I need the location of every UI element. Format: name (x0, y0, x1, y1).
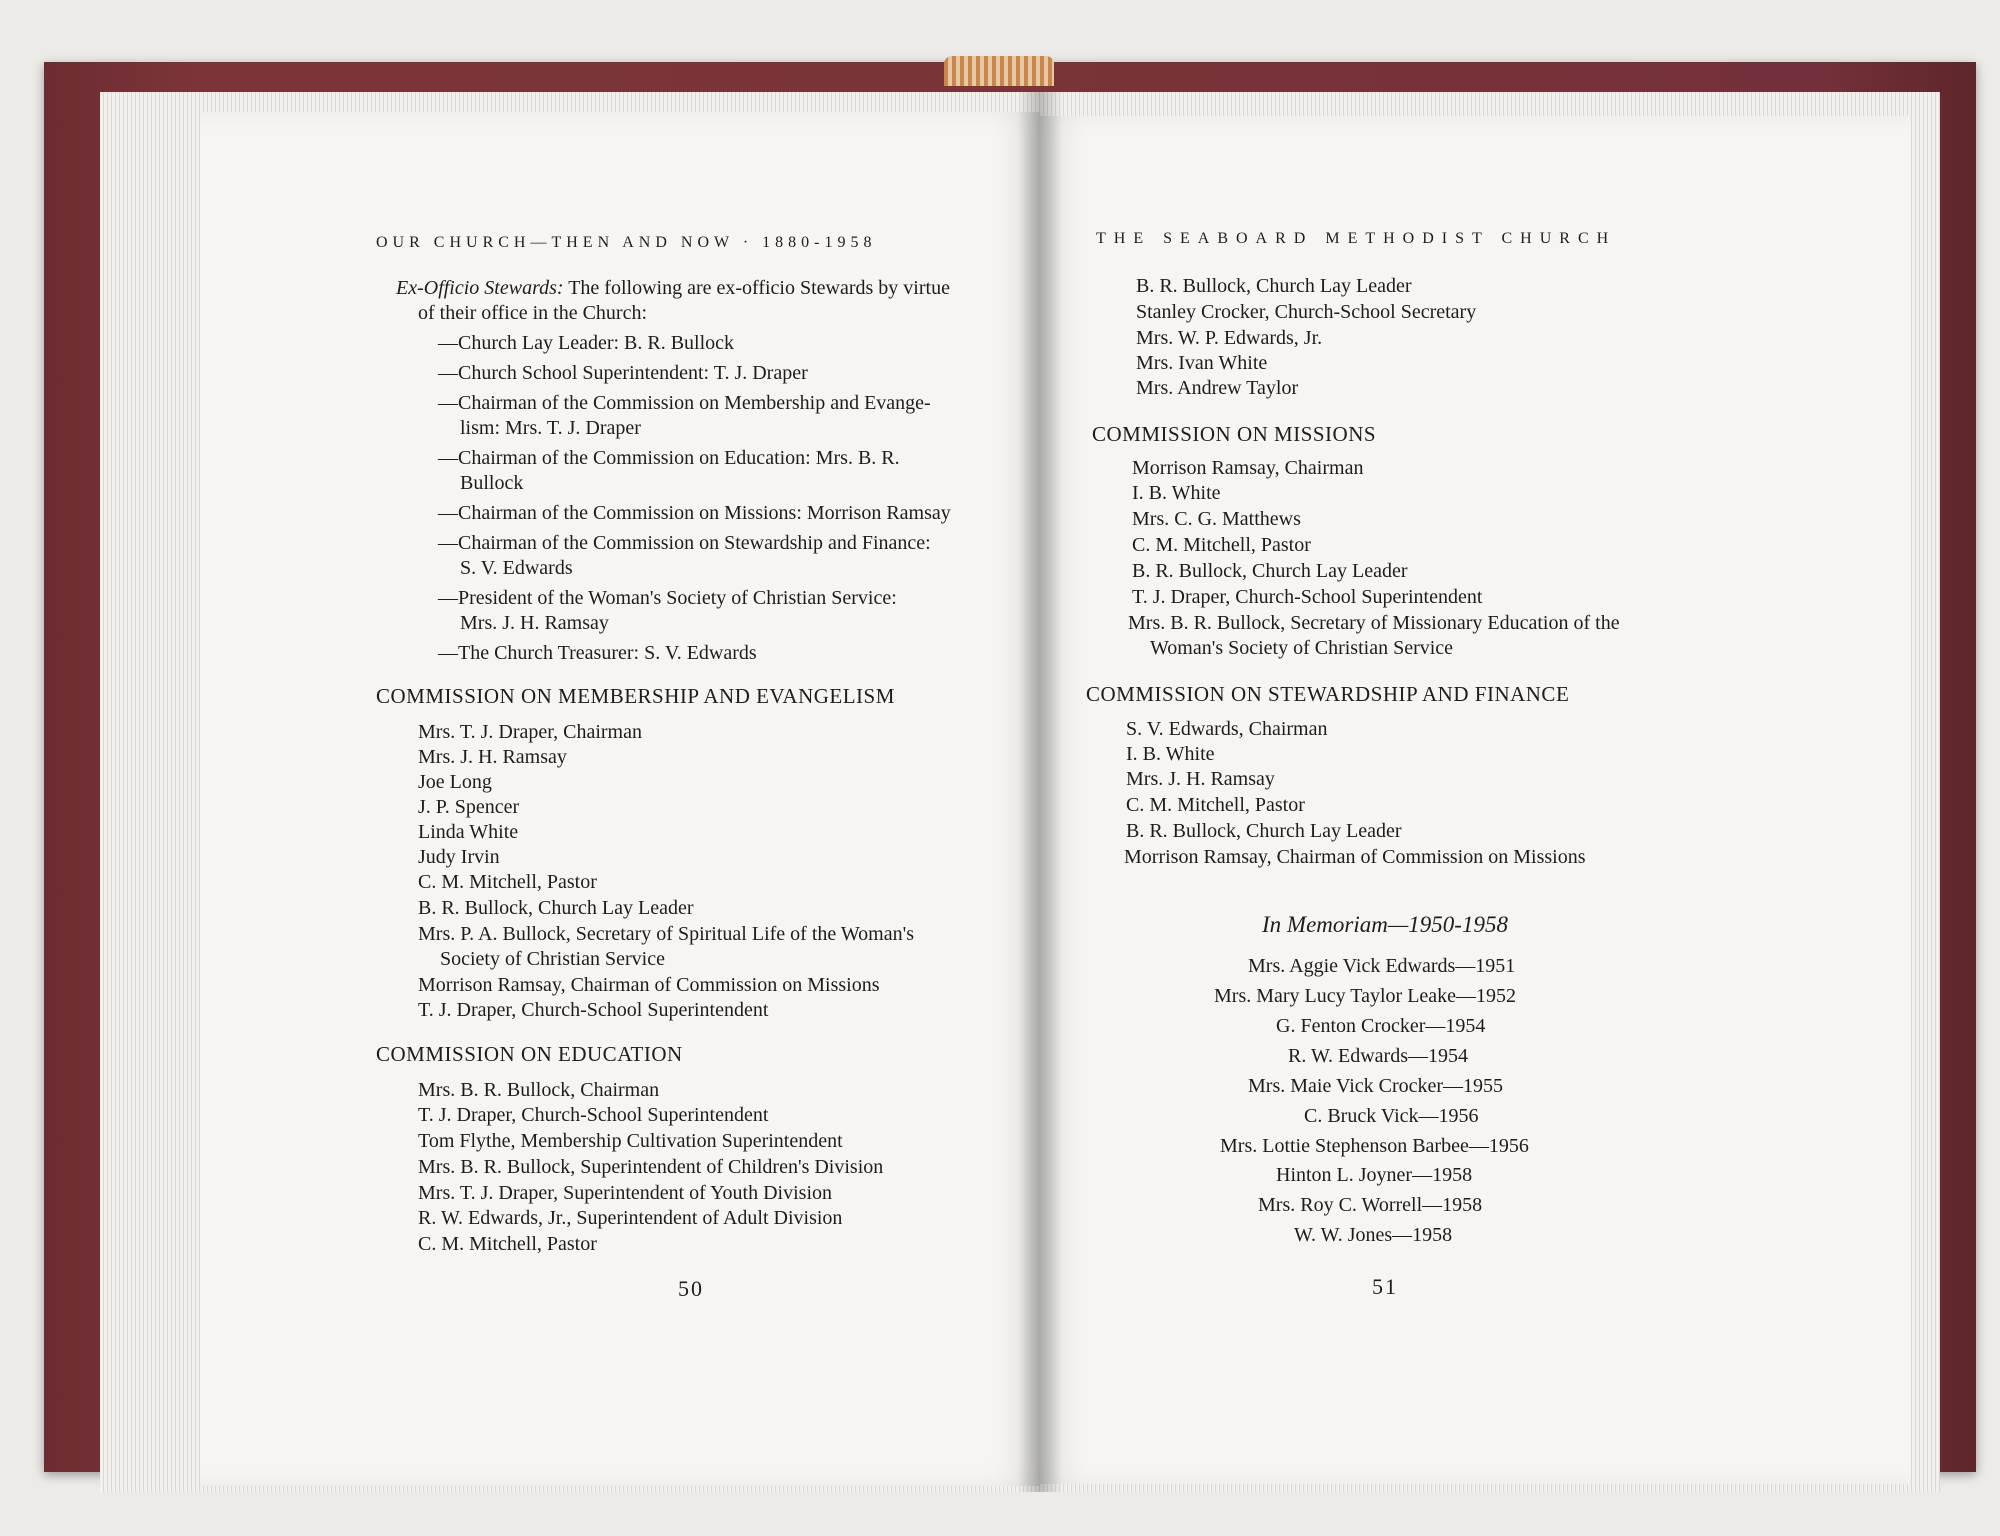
officer-line: Mrs. J. H. Ramsay (460, 612, 609, 634)
officer-line: —President of the Woman's Society of Christian Service: (438, 587, 897, 609)
education-member: R. W. Edwards, Jr., Superintendent of Adult Division (418, 1207, 843, 1229)
officer-line: Bullock (460, 472, 524, 494)
missions-member: Mrs. B. R. Bullock, Secretary of Missionary Education of the (1128, 612, 1620, 634)
officer-line: —The Church Treasurer: S. V. Edwards (438, 642, 757, 664)
continued-member: Mrs. Ivan White (1136, 352, 1268, 374)
membership-member: J. P. Spencer (418, 796, 520, 818)
memoriam-name: W. W. Jones—1958 (1294, 1224, 1453, 1246)
membership-member: T. J. Draper, Church-School Superintendent (418, 999, 769, 1021)
missions-member: Mrs. C. G. Matthews (1132, 508, 1301, 530)
officer-line: S. V. Edwards (460, 557, 573, 579)
membership-member: C. M. Mitchell, Pastor (418, 871, 597, 893)
membership-member: Joe Long (418, 771, 492, 793)
memoriam-name: C. Bruck Vick—1956 (1304, 1105, 1479, 1127)
left-running-header: OUR CHURCH—THEN AND NOW · 1880-1958 (376, 234, 877, 251)
missions-member: C. M. Mitchell, Pastor (1132, 534, 1311, 556)
officer-line: —Chairman of the Commission on Membership and Evange- (438, 392, 931, 414)
intro-line-2: of their office in the Church: (418, 302, 648, 324)
stewardship-member: C. M. Mitchell, Pastor (1126, 794, 1305, 816)
missions-member: I. B. White (1132, 482, 1221, 504)
stewardship-member: B. R. Bullock, Church Lay Leader (1126, 820, 1402, 842)
missions-member: Morrison Ramsay, Chairman (1132, 457, 1364, 479)
stewardship-member: S. V. Edwards, Chairman (1126, 718, 1328, 740)
continued-member: B. R. Bullock, Church Lay Leader (1136, 275, 1412, 297)
officer-line: —Chairman of the Commission on Missions: Morrison Ramsay (438, 502, 951, 524)
missions-member: B. R. Bullock, Church Lay Leader (1132, 560, 1408, 582)
memoriam-name: Hinton L. Joyner—1958 (1276, 1164, 1473, 1186)
continued-member: Stanley Crocker, Church-School Secretary (1136, 301, 1477, 323)
continued-member: Mrs. Andrew Taylor (1136, 377, 1299, 399)
education-member: Mrs. T. J. Draper, Superintendent of Youth Division (418, 1182, 832, 1204)
education-member: C. M. Mitchell, Pastor (418, 1233, 597, 1255)
membership-member: Society of Christian Service (440, 948, 665, 970)
education-member: Tom Flythe, Membership Cultivation Superintendent (418, 1130, 843, 1152)
membership-heading: COMMISSION ON MEMBERSHIP AND EVANGELISM (376, 684, 895, 708)
education-member: T. J. Draper, Church-School Superintendent (418, 1104, 769, 1126)
memoriam-name: Mrs. Aggie Vick Edwards—1951 (1248, 955, 1516, 977)
memoriam-heading: In Memoriam—1950-1958 (1262, 912, 1508, 937)
education-member: Mrs. B. R. Bullock, Chairman (418, 1079, 660, 1101)
education-heading: COMMISSION ON EDUCATION (376, 1042, 683, 1066)
stewardship-member: I. B. White (1126, 743, 1215, 765)
missions-member: T. J. Draper, Church-School Superintendent (1132, 586, 1483, 608)
book-gutter-shadow (1018, 92, 1062, 1492)
officer-line: lism: Mrs. T. J. Draper (460, 417, 641, 439)
stewardship-heading: COMMISSION ON STEWARDSHIP AND FINANCE (1086, 682, 1570, 706)
continued-member: Mrs. W. P. Edwards, Jr. (1136, 327, 1323, 349)
missions-member: Woman's Society of Christian Service (1150, 637, 1454, 659)
memoriam-name: Mrs. Roy C. Worrell—1958 (1258, 1194, 1483, 1216)
education-member: Mrs. B. R. Bullock, Superintendent of Children's Division (418, 1156, 884, 1178)
left-page-number: 50 (678, 1276, 704, 1301)
stewardship-member: Morrison Ramsay, Chairman of Commission on Missions (1124, 846, 1586, 868)
membership-member: Mrs. P. A. Bullock, Secretary of Spiritual Life of the Woman's (418, 923, 914, 945)
memoriam-name: Mrs. Mary Lucy Taylor Leake—1952 (1214, 985, 1517, 1007)
memoriam-name: R. W. Edwards—1954 (1288, 1045, 1468, 1067)
ex-officio-intro (396, 276, 1006, 301)
membership-member: Judy Irvin (418, 846, 500, 868)
stewardship-member: Mrs. J. H. Ramsay (1126, 768, 1275, 790)
membership-member: Mrs. T. J. Draper, Chairman (418, 721, 642, 743)
membership-member: Linda White (418, 821, 519, 843)
memoriam-name: Mrs. Maie Vick Crocker—1955 (1248, 1075, 1504, 1097)
memoriam-name: Mrs. Lottie Stephenson Barbee—1956 (1220, 1135, 1529, 1157)
officer-line: —Chairman of the Commission on Education: Mrs. B. R. (438, 447, 900, 469)
membership-member: B. R. Bullock, Church Lay Leader (418, 897, 694, 919)
left-page (200, 112, 1040, 1486)
right-running-header: THE SEABOARD METHODIST CHURCH (1096, 230, 1617, 247)
officer-line: —Chairman of the Commission on Stewardship and Finance: (438, 532, 931, 554)
membership-member: Mrs. J. H. Ramsay (418, 746, 567, 768)
intro-label: Ex-Officio Stewards: (396, 277, 564, 299)
intro-line-1: The following are ex-officio Stewards by virtue (568, 277, 950, 299)
membership-member: Morrison Ramsay, Chairman of Commission on Missions (418, 974, 880, 996)
missions-heading: COMMISSION ON MISSIONS (1092, 422, 1377, 446)
officer-line: —Church School Superintendent: T. J. Draper (438, 362, 808, 384)
right-page-number: 51 (1372, 1274, 1398, 1299)
memoriam-name: G. Fenton Crocker—1954 (1276, 1015, 1486, 1037)
right-page (1040, 116, 1910, 1484)
officer-line: —Church Lay Leader: B. R. Bullock (438, 332, 735, 354)
spine-headband (944, 56, 1054, 86)
